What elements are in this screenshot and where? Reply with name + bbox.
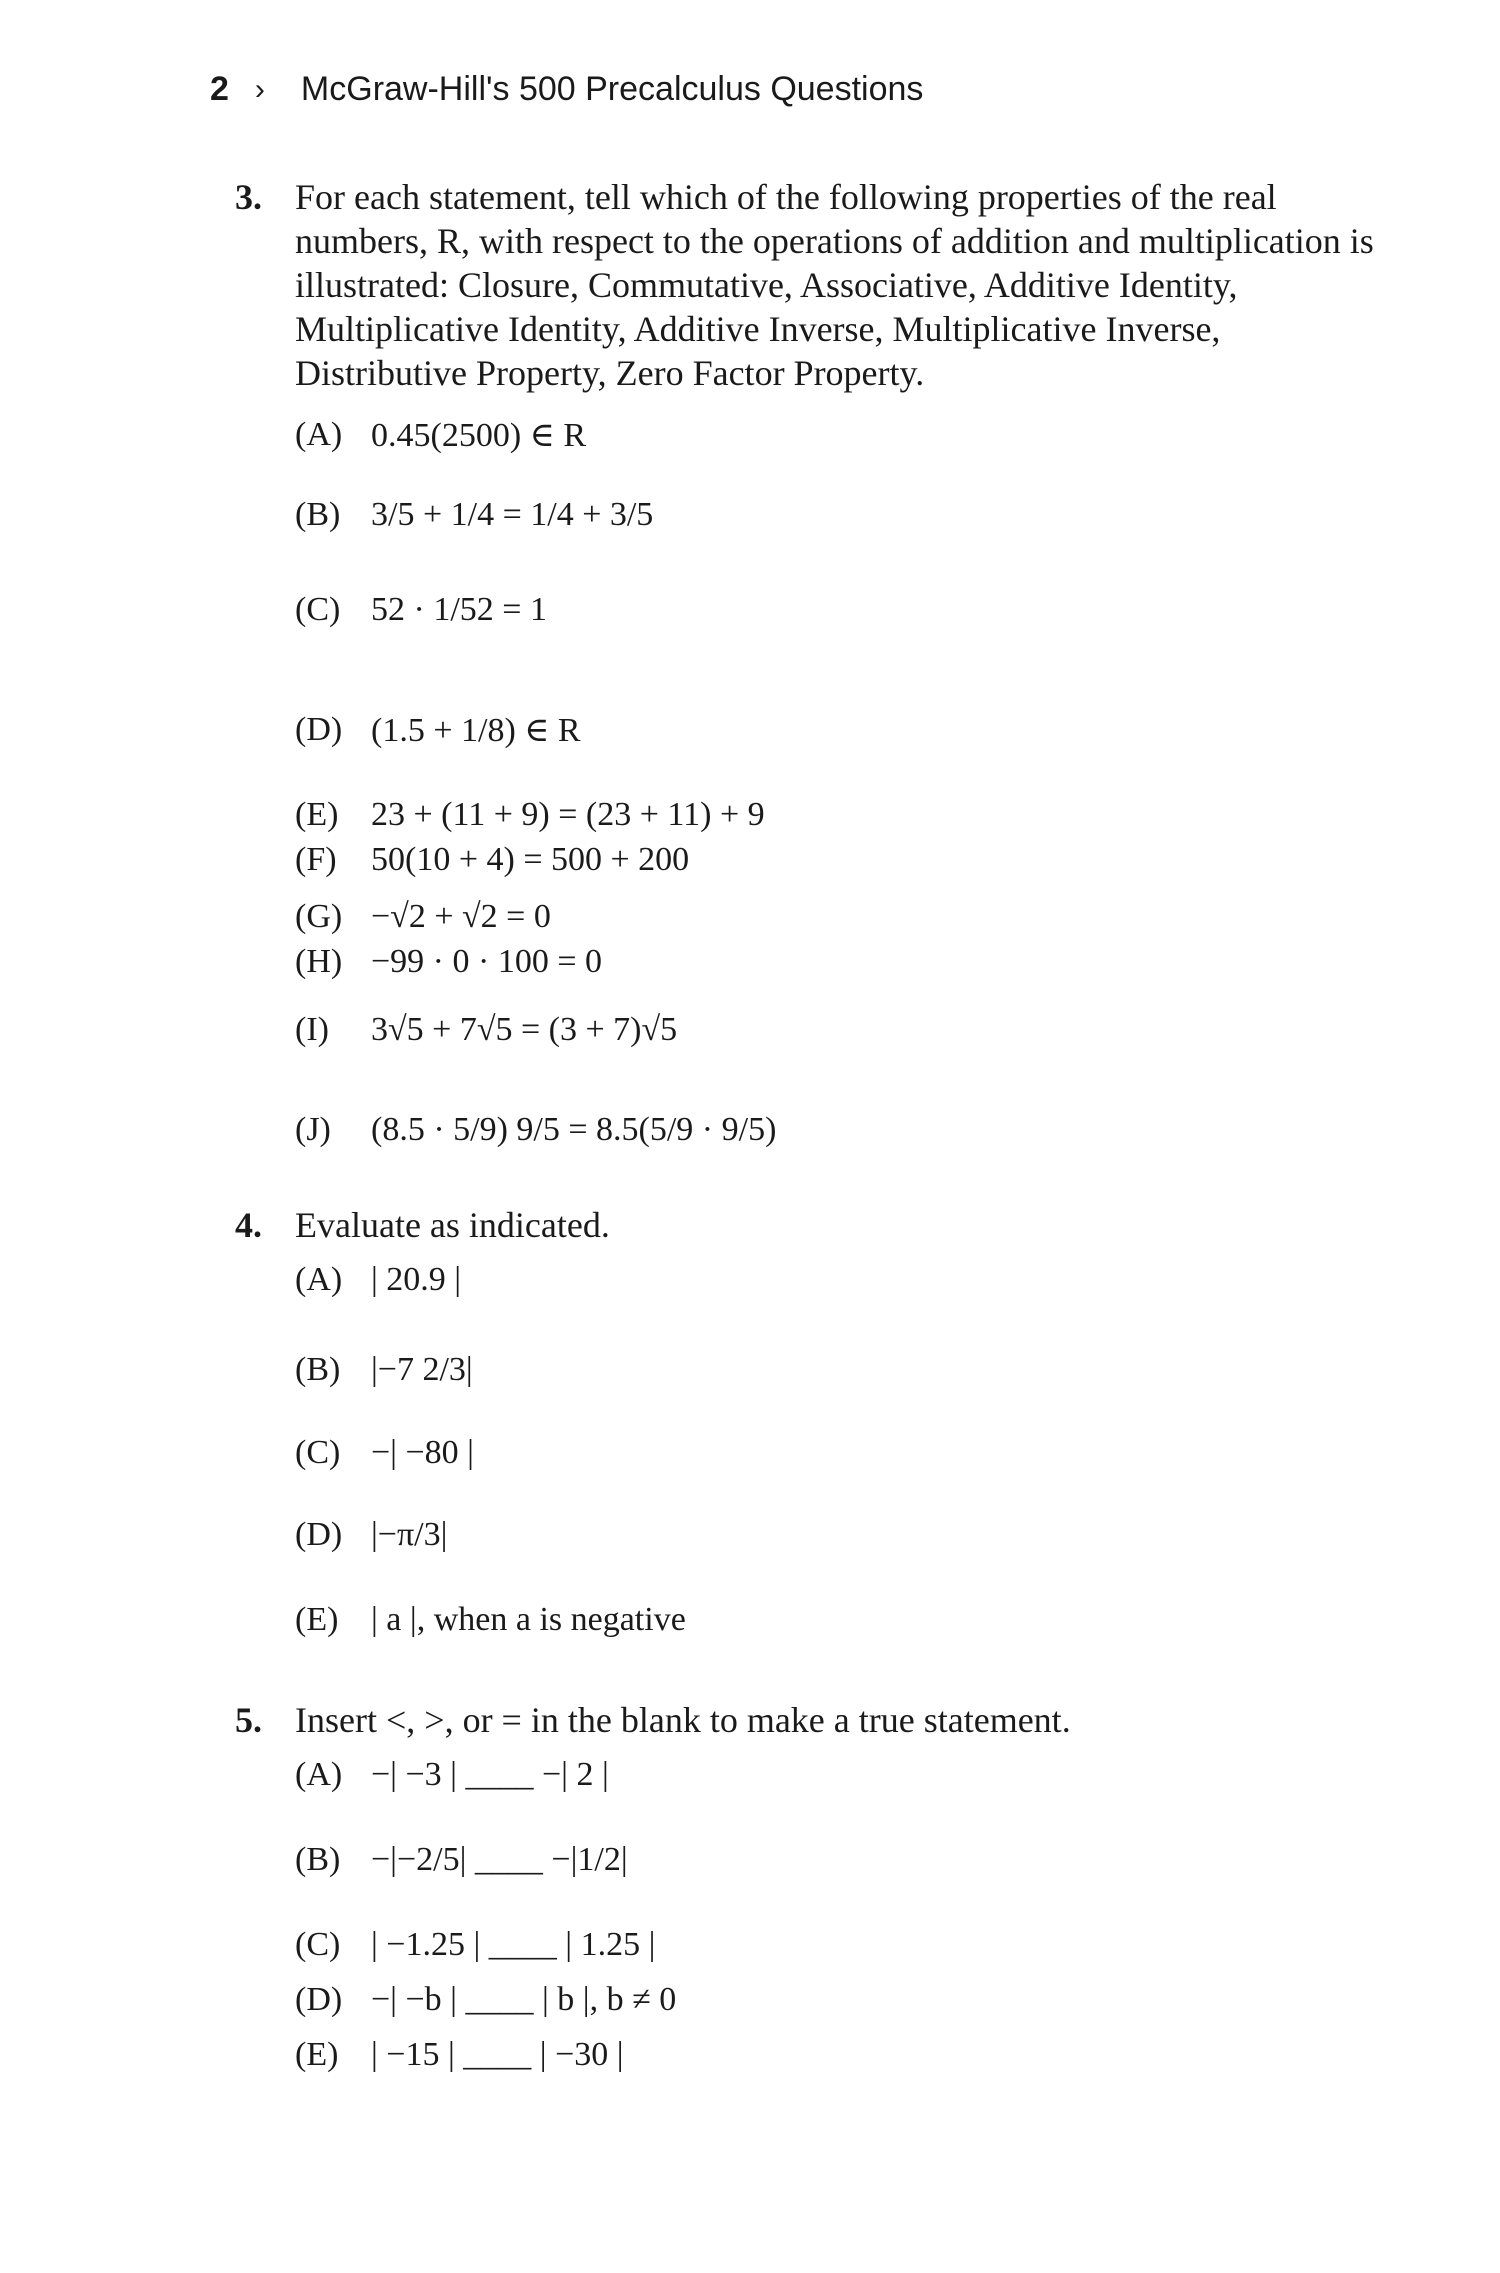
option-label: (B) — [295, 1841, 341, 1878]
option-label: (E) — [295, 2036, 339, 2073]
option-expression: 3/5 + 1/4 = 1/4 + 3/5 — [371, 496, 654, 533]
option-label: (G) — [295, 898, 343, 935]
option-expression: 50(10 + 4) = 500 + 200 — [371, 841, 690, 878]
question-text: Insert <, >, or = in the blank to make a true statement. — [295, 1700, 1071, 1740]
question-text: Evaluate as indicated. — [295, 1205, 610, 1245]
chevron-icon: › — [254, 72, 265, 106]
question-number: 3. — [235, 177, 262, 217]
option-expression: | 20.9 | — [371, 1261, 462, 1298]
option-label: (C) — [295, 1926, 341, 1963]
option-expression: 3√5 + 7√5 = (3 + 7)√5 — [371, 1011, 678, 1048]
option-label: (C) — [295, 1434, 341, 1471]
page-header — [210, 70, 923, 109]
option-label: (I) — [295, 1011, 329, 1048]
option-expression: (1.5 + 1/8) ∈ R — [371, 712, 581, 749]
option-expression: | a |, when a is negative — [371, 1601, 686, 1638]
option-label: (E) — [295, 1601, 339, 1638]
page-number: 2 — [210, 70, 229, 108]
book-title: McGraw-Hill's 500 Precalculus Questions — [300, 70, 924, 108]
option-expression: −|−2/5| ____ −|1/2| — [371, 1841, 628, 1878]
option-expression: −99 · 0 · 100 = 0 — [371, 943, 602, 980]
option-label: (A) — [295, 1756, 343, 1793]
question-number: 4. — [235, 1205, 262, 1245]
option-label: (H) — [295, 943, 343, 980]
option-label: (C) — [295, 591, 341, 628]
option-label: (A) — [295, 1261, 343, 1298]
option-expression: |−π/3| — [371, 1516, 448, 1553]
option-label: (F) — [295, 841, 337, 878]
option-label: (B) — [295, 496, 341, 533]
option-expression: −| −b | ____ | b |, b ≠ 0 — [371, 1981, 677, 2018]
option-label: (J) — [295, 1111, 331, 1148]
option-expression: | −1.25 | ____ | 1.25 | — [371, 1926, 656, 1963]
option-expression: (8.5 · 5/9) 9/5 = 8.5(5/9 · 9/5) — [371, 1111, 777, 1148]
option-expression: 23 + (11 + 9) = (23 + 11) + 9 — [371, 796, 765, 833]
option-label: (A) — [295, 416, 343, 453]
question-text: For each statement, tell which of the following properties of the real numbers, R, with respect to the operations of addition and multiplication is illustrated: Closure, Commutative, Associative, Additive Identity, Multiplicative Identity, Additive Inverse, Multiplicative Inverse, Distributive Property, Zero Factor Property. — [295, 177, 1374, 393]
option-label: (D) — [295, 1516, 343, 1553]
option-expression: −| −3 | ____ −| 2 | — [371, 1756, 609, 1793]
option-label: (B) — [295, 1351, 341, 1388]
option-expression: 0.45(2500) ∈ R — [371, 417, 586, 454]
question-number: 5. — [235, 1700, 262, 1740]
option-label: (D) — [295, 711, 343, 748]
option-expression: −√2 + √2 = 0 — [371, 898, 551, 935]
option-expression: | −15 | ____ | −30 | — [371, 2036, 624, 2073]
option-expression: −| −80 | — [371, 1434, 474, 1471]
option-label: (D) — [295, 1981, 343, 2018]
option-label: (E) — [295, 796, 339, 833]
option-expression: |−7 2/3| — [371, 1351, 473, 1388]
option-expression: 52 · 1/52 = 1 — [371, 591, 547, 628]
